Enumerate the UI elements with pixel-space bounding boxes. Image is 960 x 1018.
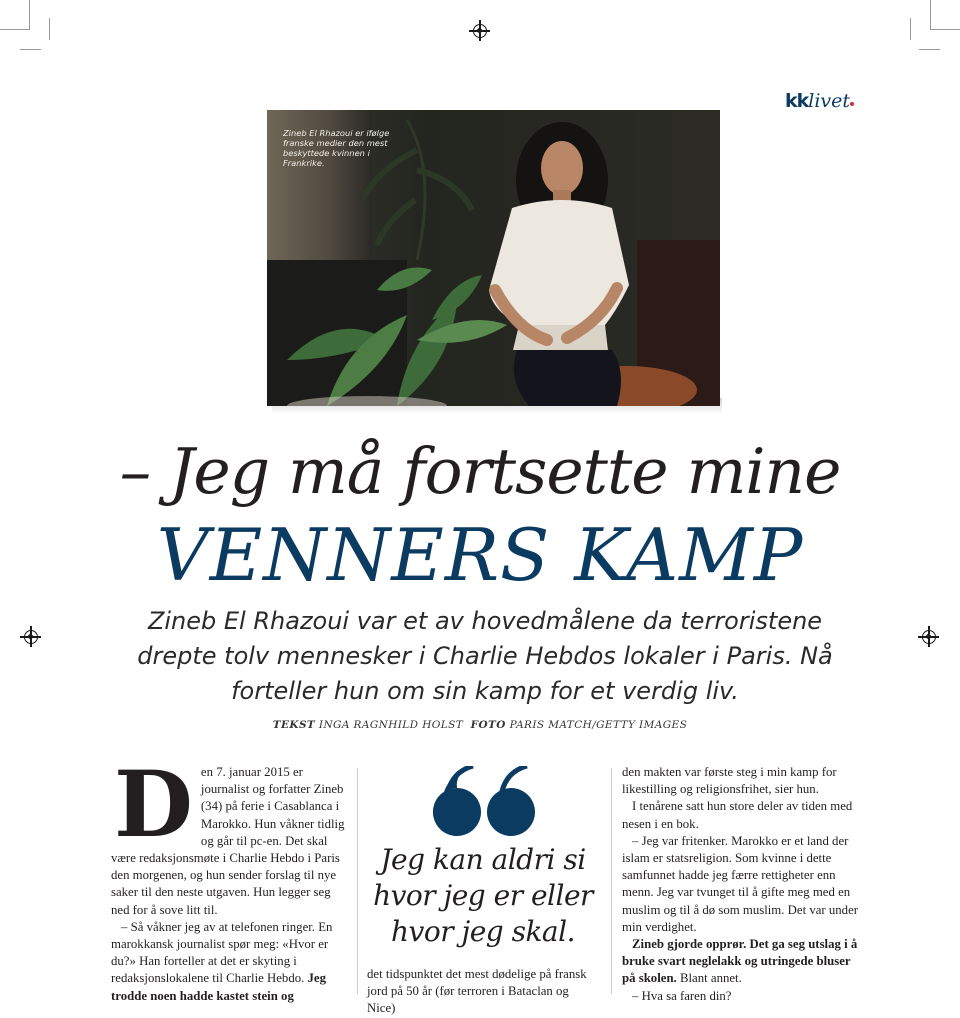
- body-text-bold: Jeg trodde noen hadde kastet stein og: [111, 971, 327, 1003]
- logo-livet: livet: [808, 90, 851, 112]
- body-paragraph: – Hva sa faren din?: [632, 988, 732, 1003]
- crop-mark: [0, 29, 30, 30]
- body-text: det tidspunktet det mest dødelige på fransk jord på 50 år (før terroren i Bataclan og Nice): [367, 967, 587, 1016]
- crop-mark: [930, 29, 960, 30]
- byline-photo-label: FOTO: [470, 719, 506, 731]
- pull-quote: Jeg kan aldri si hvor jeg er eller hvor jeg skal.: [373, 843, 593, 948]
- body-text: en 7. januar 2015 er journalist og forfatter Zineb (34) på ferie i Casablanca i Marokko. Hun våkner tidlig og går til pc-en. Det skal være redaksjonsmøte i Charlie Hebdo i Paris den morgenen, og hun sender forslag til nye saker til den neste utgaven. Hun legger seg ned for å sove litt til.: [111, 765, 345, 917]
- body-paragraph: I tenårene satt hun store deler av tiden med nesen i en bok.: [622, 799, 853, 831]
- body-paragraph: [111, 919, 347, 1005]
- body-paragraph: [111, 752, 347, 919]
- crop-mark: [20, 49, 41, 50]
- byline-photographer: PARIS MATCH/GETTY IMAGES: [509, 719, 688, 731]
- body-column-1: [111, 752, 347, 1005]
- body-text-bold: Zineb gjorde opprør. Det ga seg utslag i å bruke svart neglelakk og utringede bluser på skolen.: [622, 937, 858, 986]
- crop-mark: [919, 49, 940, 50]
- headline-line-1: – Jeg må fortsette mine: [119, 435, 841, 508]
- logo-kk: kk: [785, 90, 809, 112]
- crop-mark: [930, 0, 931, 30]
- byline-author: INGA RAGNHILD HOLST: [318, 719, 464, 731]
- body-paragraph: – Jeg var fritenker. Marokko er et land der islam er statsreligion. Som kvinne i dette samfunnet hadde jeg færre rettigheter enn menn. Jeg var tvunget til å gifte meg med en muslim og til å dø som muslim. Det var under min verdighet.: [622, 833, 859, 934]
- byline: [0, 719, 960, 731]
- body-text: – Så våkner jeg av at telefonen ringer. En marokkansk journalist spør meg: «Hvor er du?» Han forteller at det er skyting i redaksjonslokalene til Charlie Hebdo.: [111, 919, 333, 986]
- photo-caption: Zineb El Rhazoui er ifølge franske medier den mest beskyttede kvinnen i Frankrike.: [283, 128, 390, 168]
- column-divider: [611, 768, 612, 994]
- section-logo: [785, 90, 850, 112]
- hero-photo: [267, 110, 720, 406]
- body-column-3: [622, 764, 858, 1005]
- logo-dot: [850, 102, 854, 106]
- drop-cap: D: [114, 752, 193, 858]
- crop-mark: [910, 18, 911, 40]
- headline-line-2: VENNERS KAMP: [156, 513, 804, 597]
- quote-marks-icon: [433, 766, 537, 836]
- crop-mark: [29, 0, 30, 30]
- body-paragraph: den makten var første steg i min kamp for likestilling og religionsfrihet, sier hun.: [622, 765, 837, 797]
- body-text: Blant annet.: [676, 971, 742, 986]
- lead-paragraph: Zineb El Rhazoui var et av hovedmålene da terroristene drepte tolv mennesker i Charlie Hebdos lokaler i Paris. Nå forteller hun om sin kamp for et verdig liv.: [137, 607, 833, 705]
- crop-mark: [49, 18, 50, 40]
- body-paragraph: [622, 936, 858, 988]
- byline-text-label: TEKST: [272, 719, 316, 731]
- registration-mark-icon: [473, 24, 487, 38]
- registration-mark-icon: [24, 630, 38, 644]
- registration-mark-icon: [922, 630, 936, 644]
- column-divider: [357, 768, 358, 994]
- body-column-2: [367, 966, 599, 1018]
